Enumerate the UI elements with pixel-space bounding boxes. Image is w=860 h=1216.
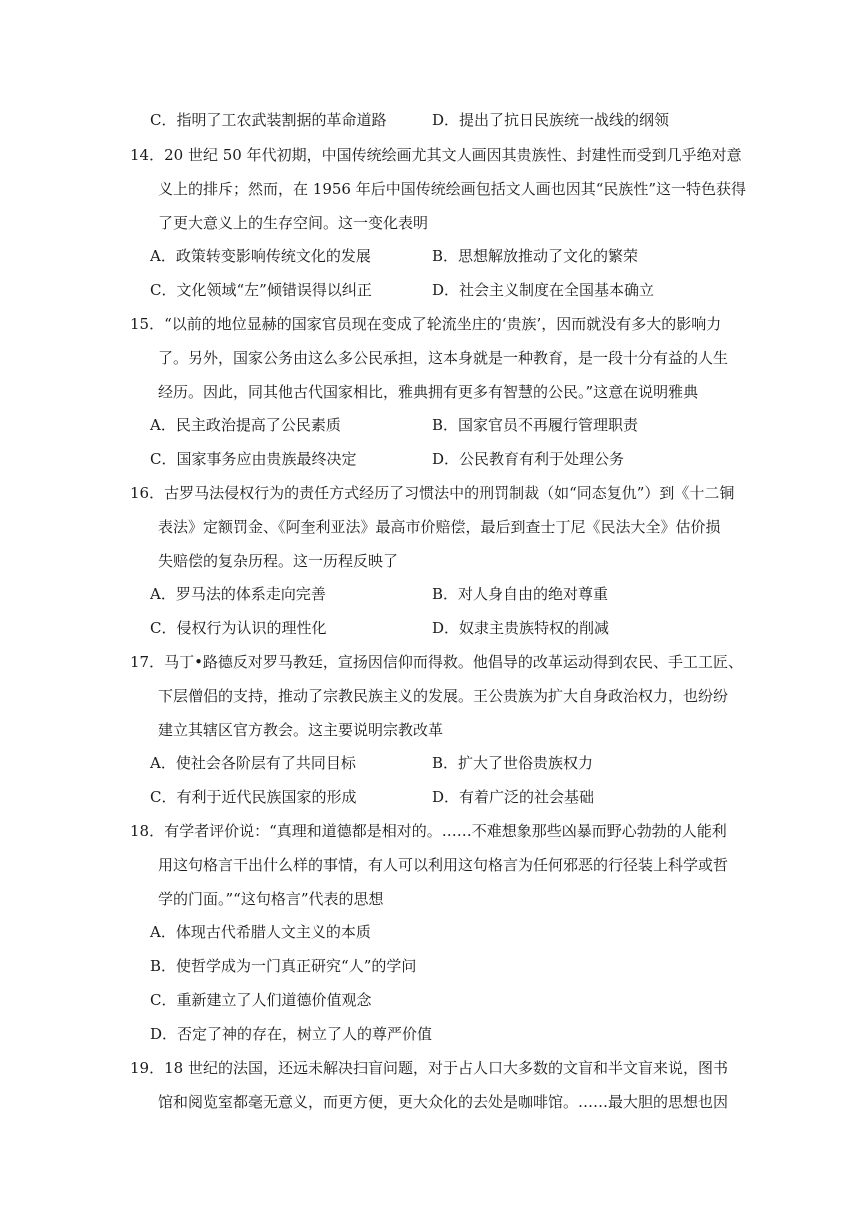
q18-stem-line-3: 学的门面。”“这句格言”代表的思想 (158, 890, 384, 908)
q13-option-d[interactable]: D．提出了抗日民族统一战线的纲领 (432, 111, 670, 129)
q14-option-b[interactable]: B．思想解放推动了文化的繁荣 (432, 247, 639, 265)
q16-options-row-ab (0, 584, 860, 604)
q18-option-d[interactable]: D．否定了神的存在，树立了人的尊严价值 (150, 1025, 433, 1043)
q14-stem-line-2: 义上的排斥；然而，在 1956 年后中国传统绘画包括文人画也因其“民族性”这一特色获得 (158, 180, 747, 198)
q15-stem-line-1: 15．“以前的地位显赫的国家官员现在变成了轮流坐庄的‘贵族’，因而就没有多大的影响力 (130, 315, 722, 333)
q16-stem-line-1: 16．古罗马法侵权行为的责任方式经历了习惯法中的刑罚制裁（如“同态复仇”）到《十二铜 (130, 484, 735, 502)
q16-option-a[interactable]: A．罗马法的体系走向完善 (150, 585, 326, 603)
q18-stem-line-1: 18．有学者评价说：“真理和道德都是相对的。……不难想象那些凶暴而野心勃勃的人能利 (130, 822, 727, 840)
q16-stem-line-2: 表法》定额罚金、《阿奎利亚法》最高市价赔偿，最后到查士丁尼《民法大全》估价损 (158, 518, 721, 536)
q17-option-c[interactable]: C．有利于近代民族国家的形成 (150, 788, 357, 806)
q14-stem-line-1: 14．20 世纪 50 年代初期，中国传统绘画尤其文人画因其贵族性、封建性而受到几乎绝对意 (130, 146, 742, 164)
q13-option-c[interactable]: C．指明了工农武装割据的革命道路 (150, 111, 387, 129)
q14-option-c[interactable]: C．文化领域“左”倾错误得以纠正 (150, 281, 372, 299)
q15-stem-line-2: 了。另外，国家公务由这么多公民承担，这本身就是一种教育，是一段十分有益的人生 (158, 349, 729, 367)
q14-option-a[interactable]: A．政策转变影响传统文化的发展 (150, 247, 371, 265)
q16-option-d[interactable]: D．奴隶主贵族特权的削减 (432, 619, 610, 637)
q17-option-b[interactable]: B．扩大了世俗贵族权力 (432, 754, 594, 772)
q17-option-d[interactable]: D．有着广泛的社会基础 (432, 788, 595, 806)
q15-options-row-ab (0, 415, 860, 435)
q17-options-row-cd (0, 787, 860, 807)
q14-options-row-ab (0, 246, 860, 266)
q16-option-c[interactable]: C．侵权行为认识的理性化 (150, 619, 327, 637)
q15-option-c[interactable]: C．国家事务应由贵族最终决定 (150, 450, 357, 468)
q17-options-row-ab (0, 753, 860, 773)
q18-stem-line-2: 用这句格言干出什么样的事情，有人可以利用这句格言为任何邪恶的行径装上科学或哲 (158, 856, 729, 874)
q16-stem-line-3: 失赔偿的复杂历程。这一历程反映了 (158, 552, 399, 570)
q15-option-a[interactable]: A．民主政治提高了公民素质 (150, 416, 341, 434)
q19-stem-line-1: 19．18 世纪的法国，还远未解决扫盲问题，对于占人口大多数的文盲和半文盲来说，图书 (130, 1059, 728, 1077)
q16-option-b[interactable]: B．对人身自由的绝对尊重 (432, 585, 609, 603)
q15-option-d[interactable]: D．公民教育有利于处理公务 (432, 450, 625, 468)
q17-stem-line-1: 17．马丁•路德反对罗马教廷，宣扬因信仰而得救。他倡导的改革运动得到农民、手工工匠、 (130, 653, 743, 671)
q17-stem-line-2: 下层僧侣的支持，推动了宗教民族主义的发展。王公贵族为扩大自身政治权力，也纷纷 (158, 687, 729, 705)
q19-stem-line-2: 馆和阅览室都毫无意义，而更方便，更大众化的去处是咖啡馆。……最大胆的思想也因 (158, 1093, 729, 1111)
q18-option-b[interactable]: B．使哲学成为一门真正研究“人”的学问 (150, 957, 417, 975)
q15-options-row-cd (0, 449, 860, 469)
q13-options-row-cd (0, 110, 860, 130)
q17-option-a[interactable]: A．使社会各阶层有了共同目标 (150, 754, 356, 772)
q18-option-c[interactable]: C．重新建立了人们道德价值观念 (150, 991, 372, 1009)
q14-options-row-cd (0, 280, 860, 300)
q15-stem-line-3: 经历。因此，同其他古代国家相比，雅典拥有更多有智慧的公民。”这意在说明雅典 (158, 383, 699, 401)
q17-stem-line-3: 建立其辖区官方教会。这主要说明宗教改革 (158, 721, 444, 739)
q14-stem-line-3: 了更大意义上的生存空间。这一变化表明 (158, 214, 429, 232)
q18-option-a[interactable]: A．体现古代希腊人文主义的本质 (150, 923, 371, 941)
q15-option-b[interactable]: B．国家官员不再履行管理职责 (432, 416, 639, 434)
q16-options-row-cd (0, 618, 860, 638)
q14-option-d[interactable]: D．社会主义制度在全国基本确立 (432, 281, 655, 299)
